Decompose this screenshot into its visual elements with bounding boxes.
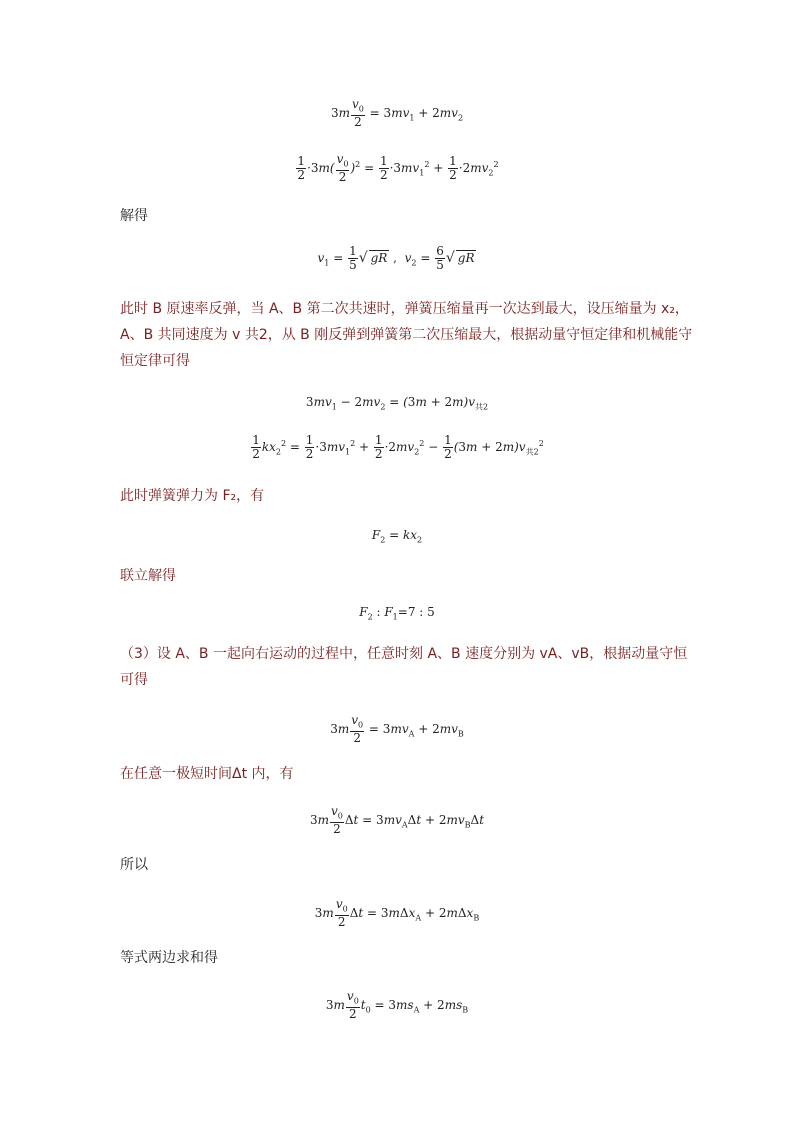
equation-momentum-3: 3m $\frac{v_0}{2}$ = $3mv_A + 2mv_B$ (330, 713, 464, 746)
equation-momentum-2: $3mv_1 - 2mv_2 = (3m + 2m)v_{共2}$ (305, 395, 489, 412)
equation-momentum-1: 3m $\frac{v_0}{2}$ = $3mv_1 + 2mv_2$ (330, 97, 464, 130)
text-sum: 等式两边求和得 (120, 950, 218, 966)
text-suoyi: 所以 (120, 857, 148, 873)
equation-f2: $F_2 = kx_2$ (371, 528, 423, 545)
text-part3-line1: （3）设 A、B 一起向右运动的过程中，任意时刻 A、B 速度分别为 vA、vB，根据动量守恒 (120, 646, 688, 662)
equation-v1-v2-result: $v_1$ = $\frac{1}{5}$ √ gR , $v_2$ = $\frac{6}{5}$ √ gR (317, 244, 475, 272)
equation-displacement: 3m $\frac{v_0}{2}$ Δt = 3mΔx$_A$ + 2mΔx$_B$ (314, 897, 480, 930)
text-rebound-line1: 此时 B 原速率反弹，当 A、B 第二次共速时，弹簧压缩量再一次达到最大，设压缩量为 x₂， (120, 301, 689, 317)
equation-energy-2: $\frac{1}{2}$ $kx_2^2$ = $\frac{1}{2}$ $\cdot 3mv_1^2$ + $\frac{1}{2}$ $\cdot 2mv_2^2$ − $\frac{1}{2}$ $(3m + 2m)v_{共2}^2$ (252, 433, 544, 461)
text-lianli: 联立解得 (120, 568, 176, 584)
equation-impulse: 3m $\frac{v_0}{2}$ $\Delta t = 3mv_A\Delta t + 2mv_B\Delta t$ (309, 804, 485, 837)
equation-force-ratio: $F_2$ : $F_1=7$ : 5 (359, 605, 435, 622)
text-spring-force: 此时弹簧弹力为 F₂，有 (120, 488, 265, 504)
text-jiede: 解得 (120, 208, 148, 224)
equation-energy-1: $\frac{1}{2}$ ·3m( $\frac{v_0}{2}$ )$^2$ = $\frac{1}{2}$ $\cdot 3mv_1^2$ + $\frac{1}{2}$ $\cdot 2mv_2^2$ (297, 152, 499, 185)
text-short-interval: 在任意一极短时间Δt 内，有 (120, 766, 294, 782)
text-rebound-line3: 恒定律可得 (120, 353, 190, 369)
text-rebound-line2: A、B 共同速度为 v 共2，从 B 刚反弹到弹簧第二次压缩最大，根据动量守恒定律和机械能守 (120, 327, 693, 343)
equation-total-displacement: 3m $\frac{v_0}{2}$ $t_0 = 3ms_A + 2ms_B$ (325, 989, 469, 1022)
text-part3-line2: 可得 (120, 672, 148, 688)
